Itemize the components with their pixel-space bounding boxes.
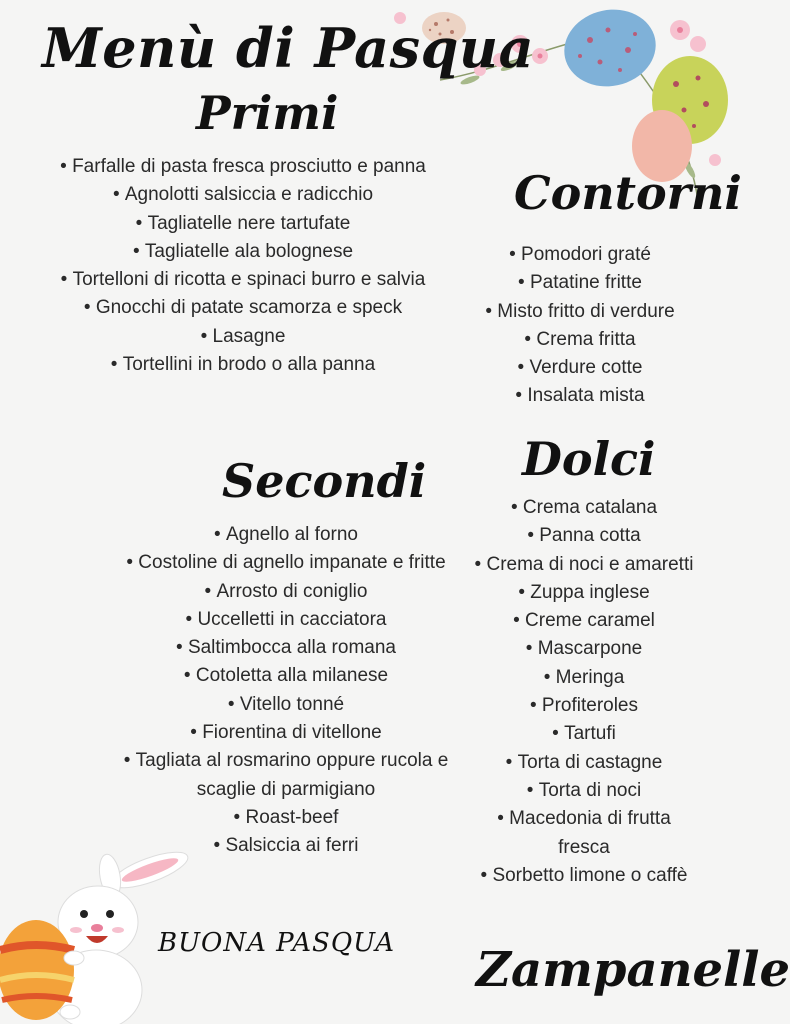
list-item: • Vitello tonné: [96, 691, 476, 719]
list-item: • Uccelletti in cacciatora: [96, 606, 476, 634]
list-item: • Tortellini in brodo o alla panna: [58, 351, 428, 379]
menu-title: Menù di Pasqua: [42, 16, 535, 80]
section-heading-dolci: Dolci: [522, 432, 656, 486]
section-heading-secondi: Secondi: [222, 454, 427, 508]
list-item: • Fiorentina di vitellone: [96, 719, 476, 747]
list-item: • Cotoletta alla milanese: [96, 662, 476, 690]
list-item: • Roast-beef: [96, 804, 476, 832]
list-item: • Creme caramel: [470, 607, 698, 635]
list-item: • Insalata mista: [466, 382, 694, 410]
list-item: • Tartufi: [470, 720, 698, 748]
list-item: • Agnolotti salsiccia e radicchio: [58, 181, 428, 209]
list-item: • Torta di noci: [470, 777, 698, 805]
list-item: • Sorbetto limone o caffè: [470, 862, 698, 890]
list-item: • Macedonia di frutta fresca: [470, 805, 698, 862]
list-item: • Crema catalana: [470, 494, 698, 522]
list-item: • Salsiccia ai ferri: [96, 832, 476, 860]
list-item: • Pomodori graté: [466, 241, 694, 269]
list-item: • Crema fritta: [466, 326, 694, 354]
greeting-text: BUONA PASQUA: [158, 928, 396, 958]
list-item: • Tagliatelle ala bolognese: [58, 238, 428, 266]
section-heading-contorni: Contorni: [514, 166, 742, 220]
list-item: • Gnocchi di patate scamorza e speck: [58, 294, 428, 322]
list-item: • Torta di castagne: [470, 749, 698, 777]
list-item: • Mascarpone: [470, 635, 698, 663]
section-heading-primi: Primi: [196, 86, 339, 140]
list-item: • Saltimbocca alla romana: [96, 634, 476, 662]
list-item: • Agnello al forno: [96, 521, 476, 549]
list-dolci: [470, 494, 698, 890]
list-item: • Misto fritto di verdure: [466, 298, 694, 326]
list-item: • Verdure cotte: [466, 354, 694, 382]
list-item: • Lasagne: [58, 323, 428, 351]
list-item: • Crema di noci e amaretti: [470, 551, 698, 579]
list-item: • Costoline di agnello impanate e fritte: [96, 549, 476, 577]
list-item: • Tagliatelle nere tartufate: [58, 210, 428, 238]
list-contorni: [466, 241, 694, 411]
list-item: • Arrosto di coniglio: [96, 578, 476, 606]
list-item: • Patatine fritte: [466, 269, 694, 297]
list-item: • Profiteroles: [470, 692, 698, 720]
list-item: • Zuppa inglese: [470, 579, 698, 607]
list-item: • Panna cotta: [470, 522, 698, 550]
section-heading-zampanelle: Zampanelle: [476, 942, 790, 998]
list-item: • Tortelloni di ricotta e spinaci burro e salvia: [58, 266, 428, 294]
list-primi: [58, 153, 428, 379]
list-item: • Farfalle di pasta fresca prosciutto e panna: [58, 153, 428, 181]
list-secondi: [96, 521, 476, 861]
list-item: • Meringa: [470, 664, 698, 692]
list-item: • Tagliata al rosmarino oppure rucola e scaglie di parmigiano: [96, 747, 476, 804]
